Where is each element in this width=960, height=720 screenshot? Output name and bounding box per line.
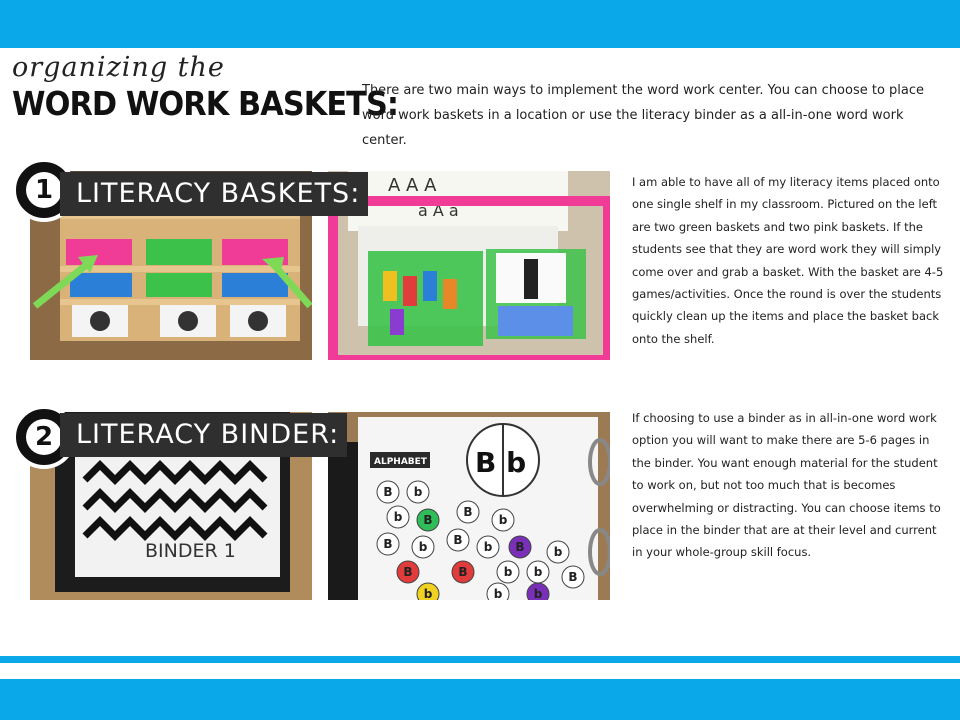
section-1-number: 1: [26, 172, 62, 208]
svg-text:b: b: [503, 565, 513, 579]
basket-contents-photo: [328, 171, 610, 360]
svg-text:B: B: [453, 533, 463, 547]
basket-contents-illustration: [328, 171, 610, 360]
worksheet-big-letters: B b: [475, 446, 527, 479]
section-2-description: If choosing to use a binder as in all-in-one word work option you will want to make there are 5-6 pages in the binder. You want enough material for the student to work on, but not too much that is becomes overwhelming or distracting. You can choose items to place in the binder that are at their level and current in your whole-group skill focus.: [632, 411, 941, 560]
svg-text:b: b: [533, 587, 543, 600]
worksheet-illustration: [328, 412, 610, 600]
binder-worksheet-photo: [328, 412, 610, 600]
binder-cover-text: BINDER 1: [145, 540, 236, 562]
svg-text:b: b: [393, 510, 403, 524]
svg-text:B: B: [423, 513, 433, 527]
svg-text:a A a: a A a: [418, 201, 459, 220]
svg-text:B: B: [568, 570, 578, 584]
svg-text:b: b: [533, 565, 543, 579]
worksheet-label: ALPHABET: [374, 457, 427, 467]
bottom-thin-bar: [0, 656, 960, 663]
section-1-label: LITERACY BASKETS:: [60, 172, 368, 216]
svg-text:b: b: [483, 540, 493, 554]
svg-text:B: B: [383, 485, 393, 499]
page-title: WORD WORK BASKETS:: [12, 84, 399, 123]
svg-text:B: B: [403, 565, 413, 579]
section-2-label: LITERACY BINDER:: [60, 413, 347, 457]
svg-text:b: b: [498, 513, 508, 527]
svg-text:B: B: [463, 505, 473, 519]
svg-text:A A A: A A A: [388, 175, 437, 196]
svg-text:B: B: [458, 565, 468, 579]
svg-text:b: b: [423, 587, 433, 600]
svg-text:B: B: [515, 540, 525, 554]
svg-text:b: b: [493, 587, 503, 600]
section-2-number: 2: [26, 419, 62, 455]
svg-text:B: B: [383, 537, 393, 551]
svg-text:b: b: [413, 485, 423, 499]
svg-text:b: b: [553, 545, 563, 559]
page-title-script: organizing the: [12, 52, 225, 83]
svg-text:b: b: [418, 540, 428, 554]
top-accent-bar: [0, 0, 960, 48]
intro-paragraph: There are two main ways to implement the word work center. You can choose to place word work baskets in a location or use the literacy binder as a all-in-one word work center.: [362, 83, 925, 148]
bottom-accent-bar: [0, 679, 960, 720]
section-1-description: I am able to have all of my literacy items placed onto one single shelf in my classroom. Pictured on the left are two green baskets and two pink baskets. If the students see that they are word work they will simply come over and grab a basket. With the basket are 4-5 games/activities. Once the round is over the students quickly clean up the items and place the basket back onto the shelf.: [632, 175, 944, 346]
